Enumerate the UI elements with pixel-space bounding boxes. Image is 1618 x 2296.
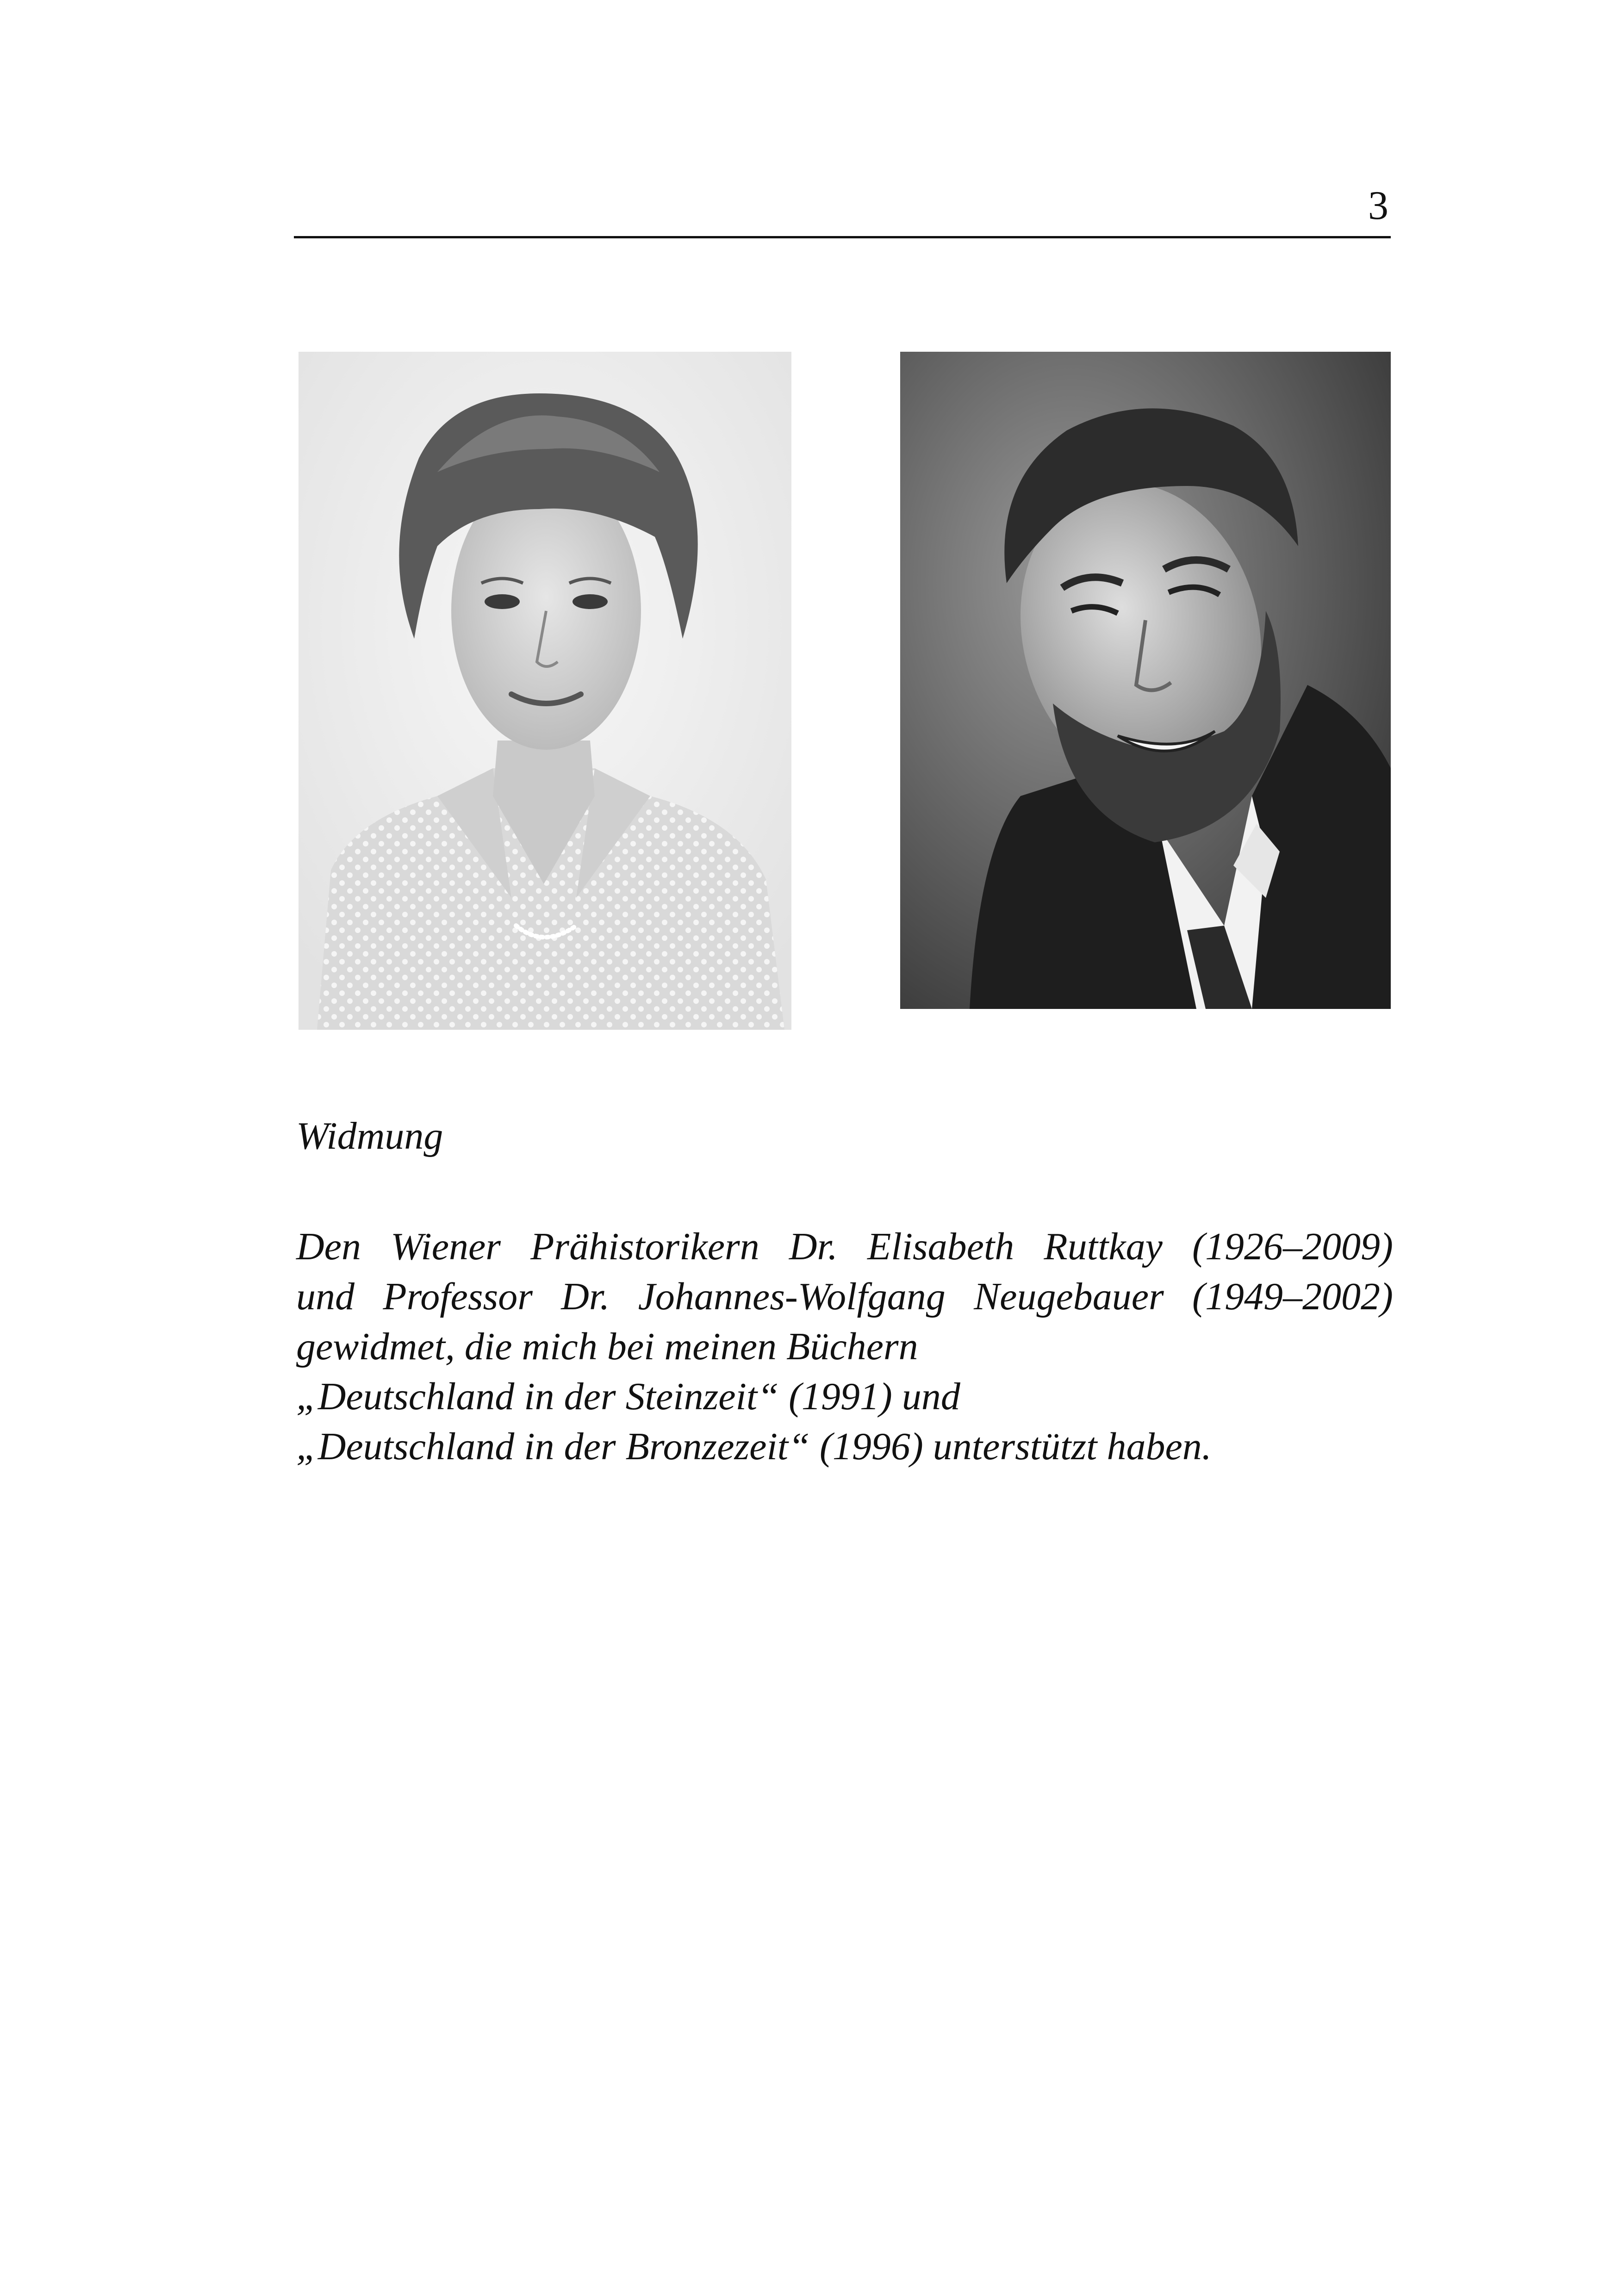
portrait-man-image xyxy=(900,352,1391,1009)
portrait-photo-man xyxy=(900,352,1391,1009)
portrait-photo-woman xyxy=(299,352,791,1030)
dedication-line: „Deutschland in der Steinzeit“ (1991) und xyxy=(296,1375,960,1418)
header-rule xyxy=(294,236,1391,238)
dedication-heading: Widmung xyxy=(296,1114,443,1157)
dedication-line: und Professor Dr. Johannes-Wolfgang Neugebauer (1949–2002) xyxy=(296,1275,1393,1318)
page-number: 3 xyxy=(1368,183,1388,228)
dedication-line: Den Wiener Prähistorikern Dr. Elisabeth Ruttkay (1926–2009) xyxy=(296,1225,1393,1268)
dedication-line: gewidmet, die mich bei meinen Büchern xyxy=(296,1325,918,1368)
portrait-woman-image xyxy=(299,352,791,1030)
dedication-paragraph xyxy=(296,1222,1393,1472)
dedication-line: „Deutschland in der Bronzezeit“ (1996) unterstützt haben. xyxy=(296,1425,1212,1468)
